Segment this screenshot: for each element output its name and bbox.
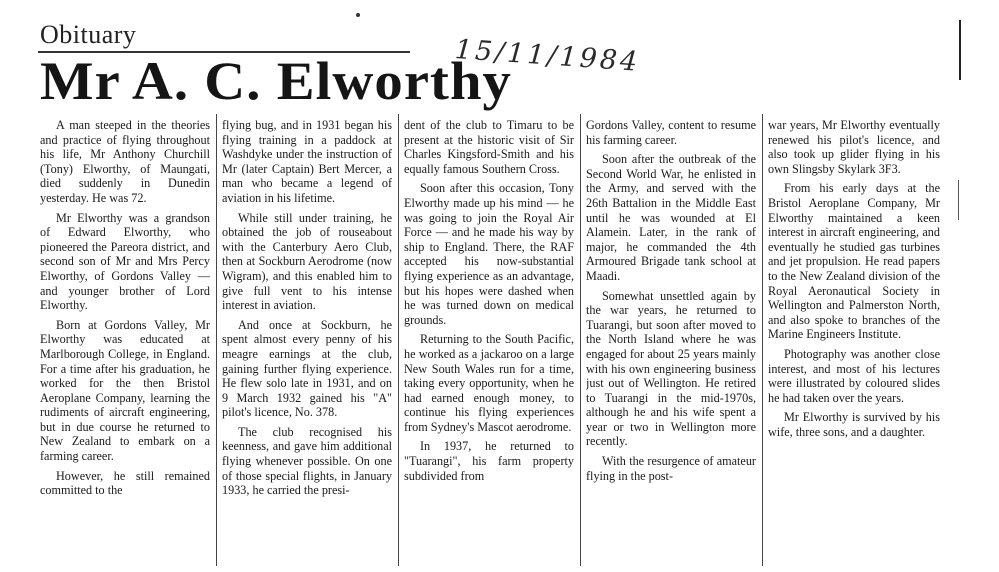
column-rule bbox=[216, 114, 217, 566]
paragraph: Photography was another close interest, and most of his lectures were illustrated by coloured slides he had taken over the years. bbox=[768, 346, 940, 405]
paragraph: From his early days at the Bristol Aeroplane Company, Mr Elworthy maintained a keen interest in aircraft engineering, and eventually he studied gas turbines and jet propulsion. He read papers to the New Zealand division of the Royal Aeronautical Society in Wellington and Palmerston North, and also spoke to branches of the Marine Engineers Institute. bbox=[768, 181, 940, 342]
paragraph: Soon after the outbreak of the Second World War, he enlisted in the Army, and served with the 26th Battalion in the Middle East until he was wounded at El Alamein. Later, in the rank of major, he commanded the 4th Armoured Brigade tank school at Maadi. bbox=[586, 152, 756, 283]
paragraph: A man steeped in the theories and practice of flying throughout his life, Mr Anthony Churchill (Tony) Elworthy, of Maungati, died suddenly in Dunedin yesterday. He was 72. bbox=[40, 118, 210, 205]
paragraph: Gordons Valley, content to resume his farming career. bbox=[586, 118, 756, 147]
paragraph: Mr Elworthy is survived by his wife, three sons, and a daughter. bbox=[768, 410, 940, 439]
paragraph: war years, Mr Elworthy eventually renewed his pilot's licence, and also took up glider flying in his own Slingsby Skylark 3F3. bbox=[768, 118, 940, 176]
handwritten-date: 15/11/1984 bbox=[453, 34, 642, 78]
column-rule bbox=[580, 114, 581, 566]
section-kicker: Obituary bbox=[40, 20, 137, 49]
article-column-4 bbox=[586, 118, 756, 568]
page-edge-mark bbox=[959, 20, 961, 80]
paragraph: However, he still remained committed to the bbox=[40, 468, 210, 498]
article-column-1 bbox=[40, 118, 210, 568]
top-speck bbox=[356, 13, 360, 17]
paragraph: dent of the club to Timaru to be present at the historic visit of Sir Charles Kingsford-Smith and his equally famous Southern Cross. bbox=[404, 118, 574, 176]
paragraph: In 1937, he returned to "Tuarangi", his farm property subdivided from bbox=[404, 439, 574, 483]
paragraph: While still under training, he obtained the job of rouseabout with the Canterbury Aero Club, then at Sockburn Aerodrome (now Wigram), and this enabled him to give full vent to his intense interest in aviation. bbox=[222, 210, 392, 313]
article-column-5 bbox=[768, 118, 940, 568]
paragraph: Returning to the South Pacific, he worked as a jackaroo on a large New South Wales run for a time, taking every opportunity, when he had earned enough money, to continue his flying experiences from Sydney's Mascot aerodrome. bbox=[404, 332, 574, 434]
paragraph: Born at Gordons Valley, Mr Elworthy was educated at Marlborough College, in England. For a time after his graduation, he worked for the then Bristol Aeroplane Company, learning the rudiments of aircraft engineering, but in due course he returned to New Zealand to embark on a farming career. bbox=[40, 317, 210, 464]
paragraph: flying bug, and in 1931 began his flying training in a paddock at Washdyke under the instruction of Mr (later Captain) Bert Mercer, a man who became a legend of aviation in his lifetime. bbox=[222, 118, 392, 205]
paragraph: The club recognised his keenness, and gave him additional flying whenever possible. On one of those special flights, in January 1933, he carried the presi- bbox=[222, 424, 392, 498]
headline: Mr A. C. Elworthy bbox=[40, 51, 512, 111]
article-column-2 bbox=[222, 118, 392, 568]
paragraph: Somewhat unsettled again by the war years, he returned to Tuarangi, but soon after moved to the North Island where he was engaged for about 25 years mainly with his own engineering business just out of Wellington. He retired to Tuarangi in the mid-1970s, although he and his wife spent a year or two in Wellington more recently. bbox=[586, 288, 756, 449]
paragraph: Mr Elworthy was a grandson of Edward Elworthy, who pioneered the Pareora district, and second son of Mr and Mrs Percy Elworthy, of Gordons Valley — and younger brother of Lord Elworthy. bbox=[40, 210, 210, 313]
column-rule bbox=[398, 114, 399, 566]
page-edge-mark bbox=[958, 180, 959, 220]
paragraph: Soon after this occasion, Tony Elworthy made up his mind — he was going to join the Royal Air Force — and he made his way by ship to England. There, the RAF accepted his now-substantial flying experience as an advantage, but his hopes were dashed when he was turned down on medical grounds. bbox=[404, 181, 574, 327]
paragraph: And once at Sockburn, he spent almost every penny of his meagre earnings at the club, gaining further flying experience. He flew solo late in 1931, and on 9 March 1932 gained his "A" pilot's licence, No. 378. bbox=[222, 317, 392, 420]
column-rule bbox=[762, 114, 763, 566]
paragraph: With the resurgence of amateur flying in the post- bbox=[586, 454, 756, 483]
article-column-3 bbox=[404, 118, 574, 568]
